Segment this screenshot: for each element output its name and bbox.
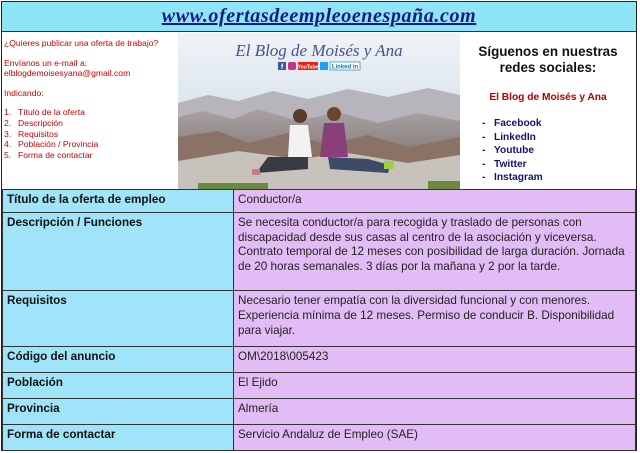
contact-email[interactable]: elblogdemoisesyana@gmail.com: [4, 68, 131, 79]
table-row: [3, 190, 636, 213]
field-value-province: Almería: [234, 398, 636, 424]
blog-logo-title: El Blog de Moisés y Ana: [235, 41, 403, 60]
send-email-line: Envíanos un e-mail a:: [4, 57, 88, 68]
list-item: 4. Población / Provincia: [4, 139, 99, 150]
field-value-contact: Servicio Andaluz de Empleo (SAE): [234, 424, 636, 450]
social-link-instagram[interactable]: - Instagram: [482, 172, 543, 184]
svg-text:f: f: [280, 64, 284, 71]
field-label-description: Descripción / Funciones: [3, 213, 234, 291]
field-label-title: Título de la oferta de empleo: [3, 190, 234, 213]
site-url[interactable]: www.ofertasdeempleoenespaña.com: [161, 5, 477, 27]
table-row: [3, 398, 636, 424]
instagram-icon[interactable]: [288, 62, 296, 70]
svg-text:YouTube: YouTube: [297, 64, 319, 71]
social-link-linkedin[interactable]: - LinkedIn: [482, 131, 536, 143]
field-value-title: Conductor/a: [234, 190, 636, 213]
table-row: [3, 372, 636, 398]
table-row: [3, 213, 636, 291]
follow-us-panel: [462, 33, 634, 189]
list-item: 3. Requisitos: [4, 128, 59, 139]
follow-title: Síguenos en nuestras redes sociales:: [478, 44, 618, 75]
field-value-description: Se necesita conductor/a para recogida y traslado de personas con discapacidad desde sus casas al centro de la asociación y viceversa. Contrato temporal de 12 meses con posibilidad de larga duración. Jornada de 20 horas semanales. 3 días por la mañana y 2 por la tarde.: [234, 213, 636, 291]
list-item: 1. Título de la oferta: [4, 107, 85, 118]
required-fields-list: [4, 107, 176, 160]
social-link-facebook[interactable]: - Facebook: [482, 118, 542, 129]
social-link-twitter[interactable]: - Twitter: [482, 158, 527, 170]
social-networks-list: [462, 117, 634, 185]
field-label-province: Provincia: [3, 398, 234, 424]
table-row: [3, 291, 636, 346]
field-label-town: Población: [3, 372, 234, 398]
field-label-code: Código del anuncio: [3, 346, 234, 372]
field-value-code: OM\2018\005423: [234, 346, 636, 372]
site-banner: [2, 2, 636, 32]
social-link-youtube[interactable]: - Youtube: [482, 145, 534, 157]
list-item: 2. Descripción: [4, 117, 63, 128]
blog-name: El Blog de Moisés y Ana: [489, 92, 607, 103]
field-value-requirements: Necesario tener empatía con la diversidad funcional y con menores. Experiencia mínima de 12 meses. Permiso de conducir B. Disponibilidad para viajar.: [234, 291, 636, 346]
indicating-label: Indicando:: [4, 87, 44, 98]
list-item: 5. Forma de contactar: [4, 149, 93, 160]
publish-info: [4, 38, 176, 160]
twitter-icon[interactable]: [320, 62, 328, 70]
field-value-town: El Ejido: [234, 372, 636, 398]
blog-header-photo: [178, 33, 460, 189]
publish-question: ¿Quieres publicar una oferta de trabajo?: [4, 38, 159, 48]
job-offer-table: [2, 189, 636, 451]
table-row: [3, 346, 636, 372]
table-row: [3, 424, 636, 450]
svg-text:Linked in: Linked in: [331, 64, 359, 71]
field-label-contact: Forma de contactar: [3, 424, 234, 450]
field-label-requirements: Requisitos: [3, 291, 234, 346]
